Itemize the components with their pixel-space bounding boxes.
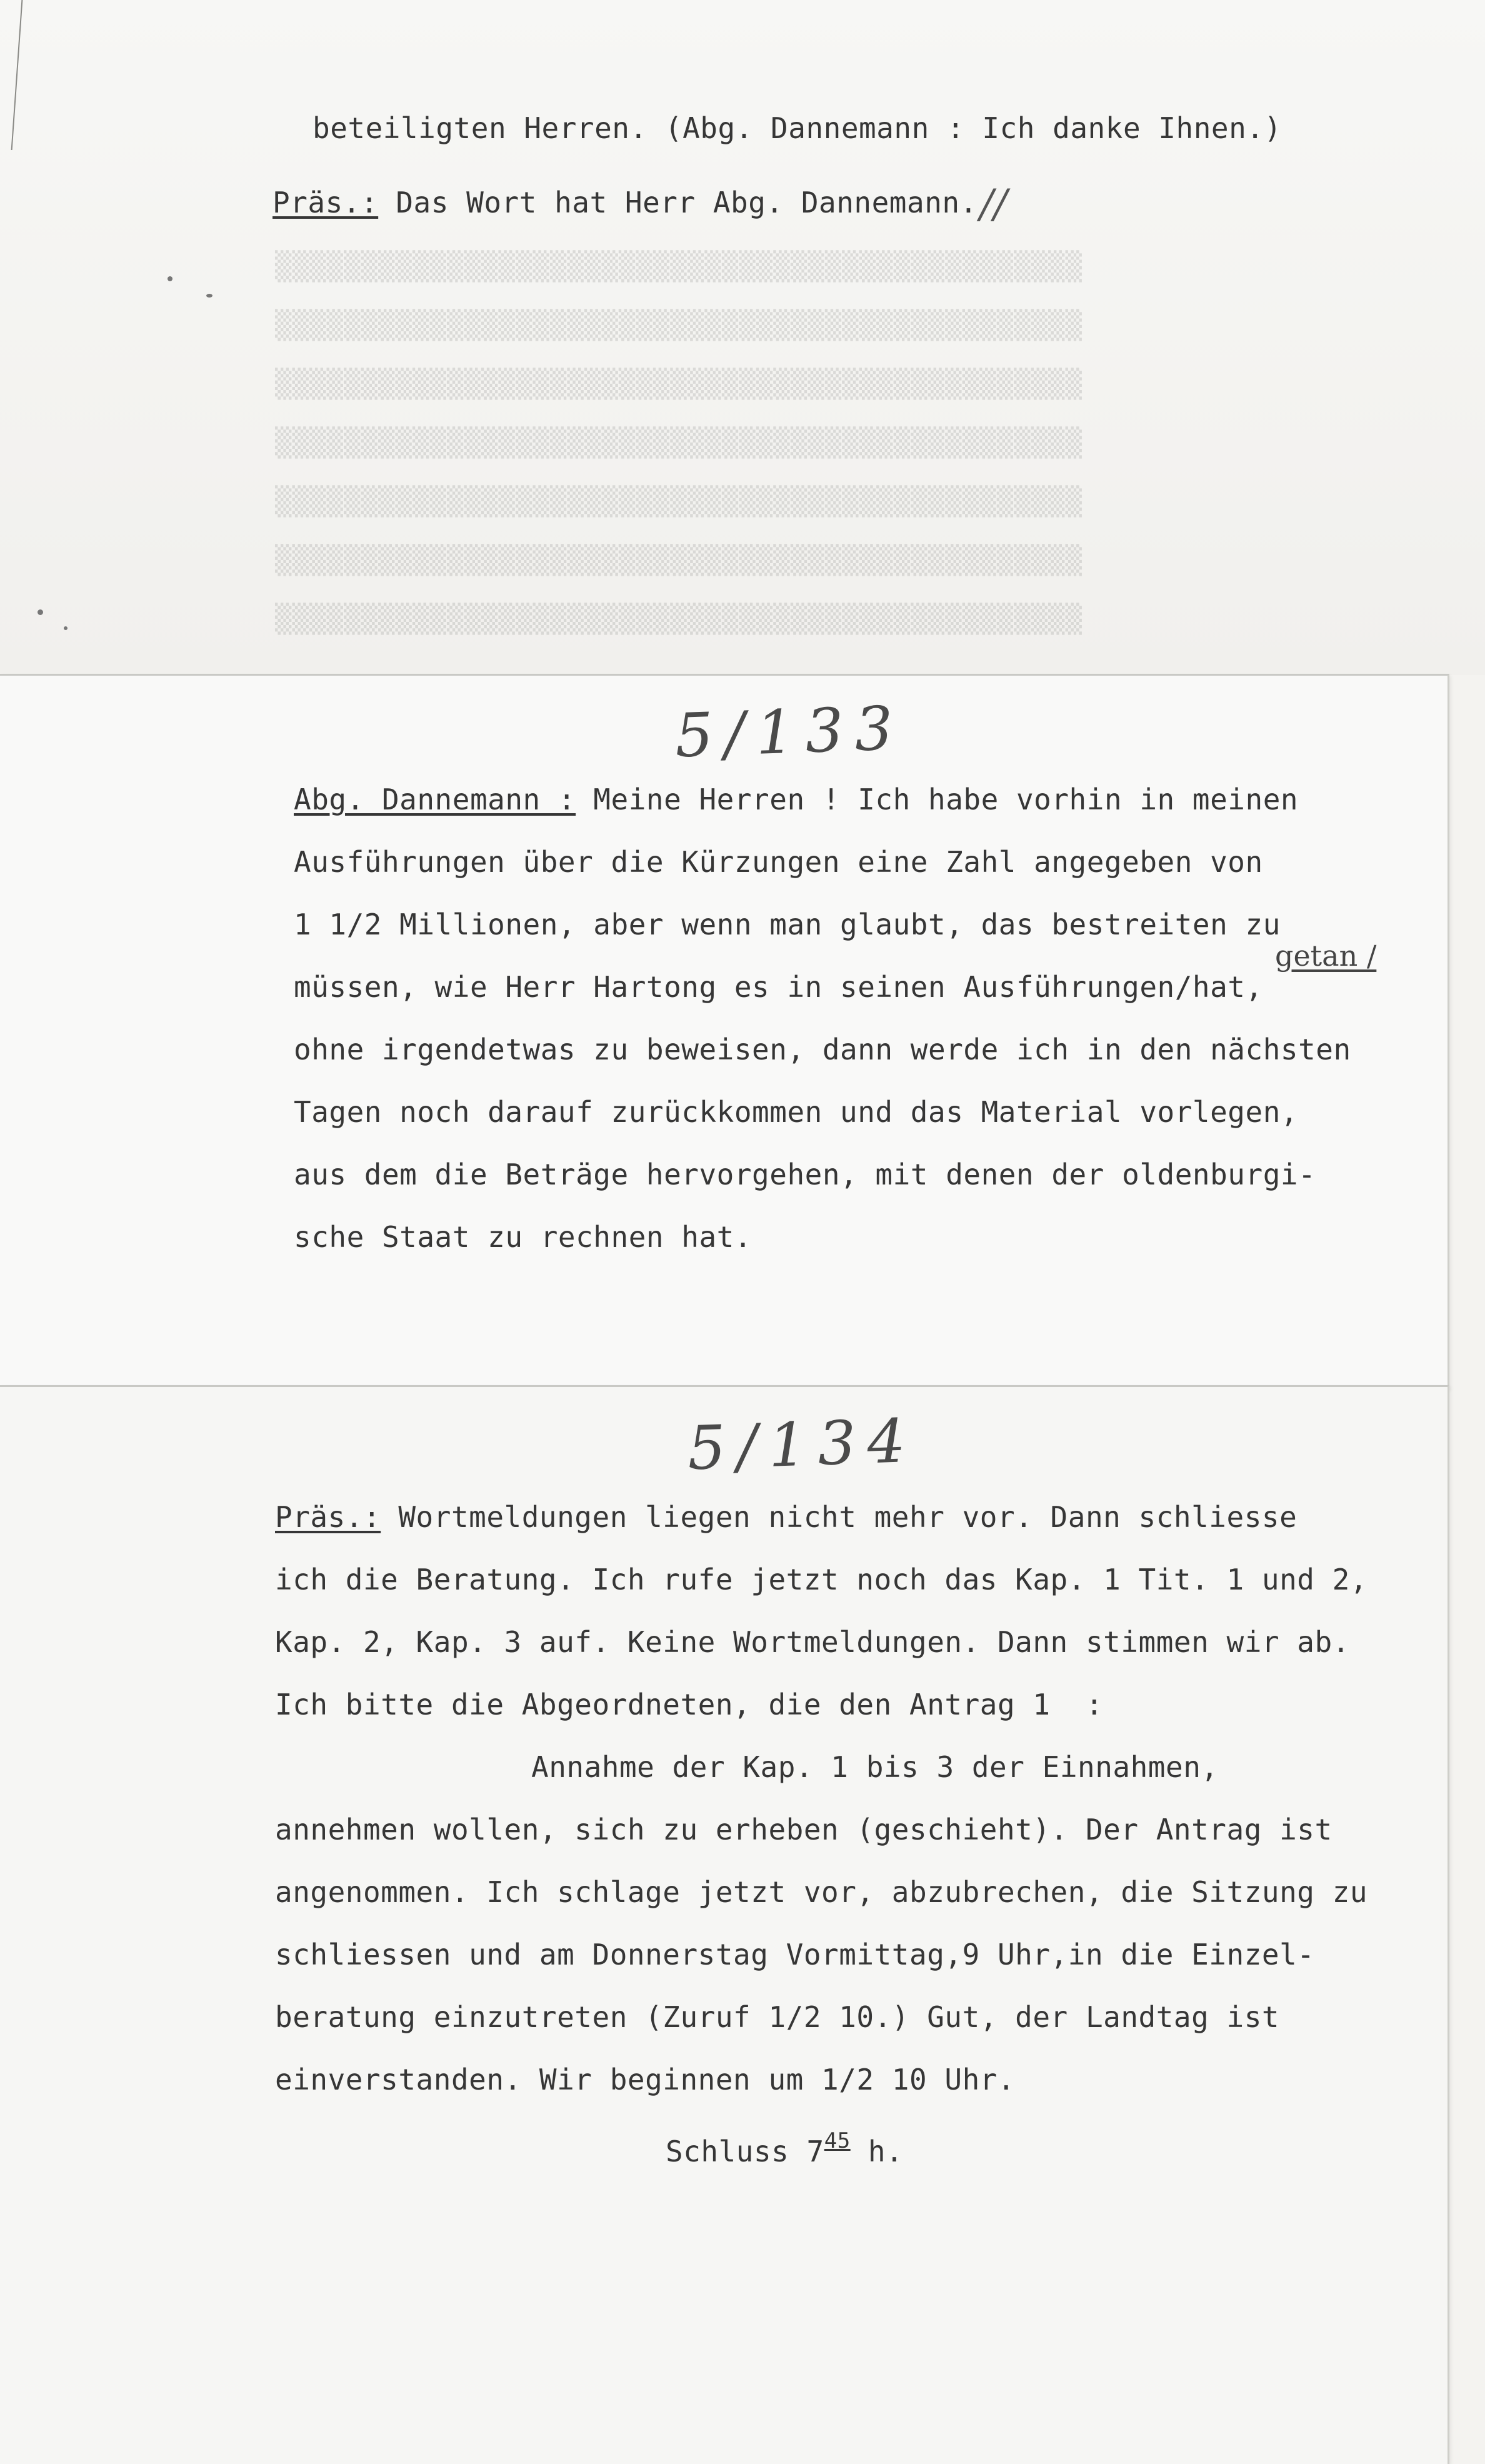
slip2-line-3: Kap. 2, Kap. 3 auf. Keine Wortmeldungen. Dann stimmen wir ab. [275, 1625, 1350, 1659]
closing-minutes: 45 [824, 2128, 851, 2153]
speck [206, 294, 212, 298]
top-line-2 [272, 176, 1008, 228]
speaker-label: Präs.: [272, 186, 379, 219]
speck [38, 609, 43, 615]
slip-number: 5/134 [686, 1405, 918, 1484]
slip2-line-4: Ich bitte die Abgeordneten, die den Antrag 1 : [275, 1688, 1104, 1721]
slip-number: 5/133 [674, 693, 906, 771]
speech-text: Meine Herren ! Ich habe vorhin in meinen [576, 783, 1299, 816]
closing-unit: h. [850, 2135, 904, 2168]
slip1-line-7: aus dem die Beträge hervorgehen, mit denen der oldenburgi- [294, 1158, 1316, 1191]
slip2-line-6: annehmen wollen, sich zu erheben (geschieht). Der Antrag ist [275, 1813, 1332, 1846]
slip1-line-8: sche Staat zu rechnen hat. [294, 1220, 752, 1254]
correction-text: getan / [1275, 939, 1377, 973]
slip1-line-5: ohne irgendetwas zu beweisen, dann werde ich in den nächsten [294, 1033, 1351, 1066]
speck [168, 276, 172, 281]
top-line-1: beteiligten Herren. (Abg. Dannemann : Ich danke Ihnen.) [312, 111, 1282, 145]
slip2-line-9: beratung einzutreten (Zuruf 1/2 10.) Gut, der Landtag ist [275, 2000, 1280, 2034]
slip2-line-7: angenommen. Ich schlage jetzt vor, abzubrechen, die Sitzung zu [275, 1875, 1368, 1909]
closing-time [666, 2128, 903, 2168]
speech-text: Das Wort hat Herr Abg. Dannemann. [378, 186, 978, 219]
speech-text: Wortmeldungen liegen nicht mehr vor. Dann schliesse [381, 1500, 1298, 1534]
slip2-line-10: einverstanden. Wir beginnen um 1/2 10 Uhr. [275, 2063, 1016, 2096]
slip2-line-8: schliessen und am Donnerstag Vormittag,9 Uhr,in die Einzel- [275, 1938, 1315, 1971]
slip1-line-2: Ausführungen über die Kürzungen eine Zahl angegeben von [294, 845, 1263, 879]
slip1-line-3: 1 1/2 Millionen, aber wenn man glaubt, das bestreiten zu [294, 908, 1281, 941]
transcript-slip-5-133 [0, 674, 1449, 1388]
slip1-line-4: müssen, wie Herr Hartong es in seinen Ausführungen/hat, [294, 970, 1263, 1004]
speaker-label: Abg. Dannemann : [294, 783, 576, 816]
slip2-line-5-motion: Annahme der Kap. 1 bis 3 der Einnahmen, [531, 1750, 1219, 1784]
slip2-line-1 [275, 1500, 1297, 1534]
speck [64, 626, 68, 630]
handwritten-slash-mark: // [979, 181, 1008, 228]
slip1-line-1 [294, 783, 1298, 816]
transcript-slip-5-134 [0, 1385, 1449, 2464]
closing-label: Schluss 7 [666, 2135, 824, 2168]
slip2-line-2: ich die Beratung. Ich rufe jetzt noch das Kap. 1 Tit. 1 und 2, [275, 1563, 1368, 1596]
slip1-line-6: Tagen noch darauf zurückkommen und das Material vorlegen, [294, 1095, 1299, 1129]
speaker-label: Präs.: [275, 1500, 381, 1534]
bleed-through-text: ▒▒▒▒▒▒▒▒▒▒▒▒▒▒▒▒▒▒▒▒▒▒▒▒▒▒▒▒▒▒▒▒▒▒▒▒▒▒▒▒▒▒▒▒▒▒▒ ▒▒▒▒▒▒▒▒▒▒▒▒▒▒▒▒▒▒▒▒▒▒▒▒▒▒▒▒▒▒▒▒▒▒▒▒▒▒▒▒▒▒▒▒▒▒▒ ▒▒▒▒▒▒▒▒▒▒▒▒▒▒▒▒▒▒▒▒▒▒▒▒▒▒▒▒▒▒▒▒▒▒▒▒▒▒▒▒▒▒▒▒▒▒▒ ▒▒▒▒▒▒▒▒▒▒▒▒▒▒▒▒▒▒▒▒▒▒▒▒▒▒▒▒▒▒▒▒▒▒▒▒▒▒▒▒▒▒▒▒▒▒▒ ▒▒▒▒▒▒▒▒▒▒▒▒▒▒▒▒▒▒▒▒▒▒▒▒▒▒▒▒▒▒▒▒▒▒▒▒▒▒▒▒▒▒▒▒▒▒▒ ▒▒▒▒▒▒▒▒▒▒▒▒▒▒▒▒▒▒▒▒▒▒▒▒▒▒▒▒▒▒▒▒▒▒▒▒▒▒▒▒▒▒▒▒▒▒▒ ▒▒▒▒▒▒▒▒▒▒▒▒▒▒▒▒▒▒▒▒▒▒▒▒▒▒▒▒▒▒▒▒▒▒▒▒▒▒▒▒▒▒▒▒▒▒▒ [275, 251, 1083, 635]
handwritten-correction [1275, 939, 1376, 973]
